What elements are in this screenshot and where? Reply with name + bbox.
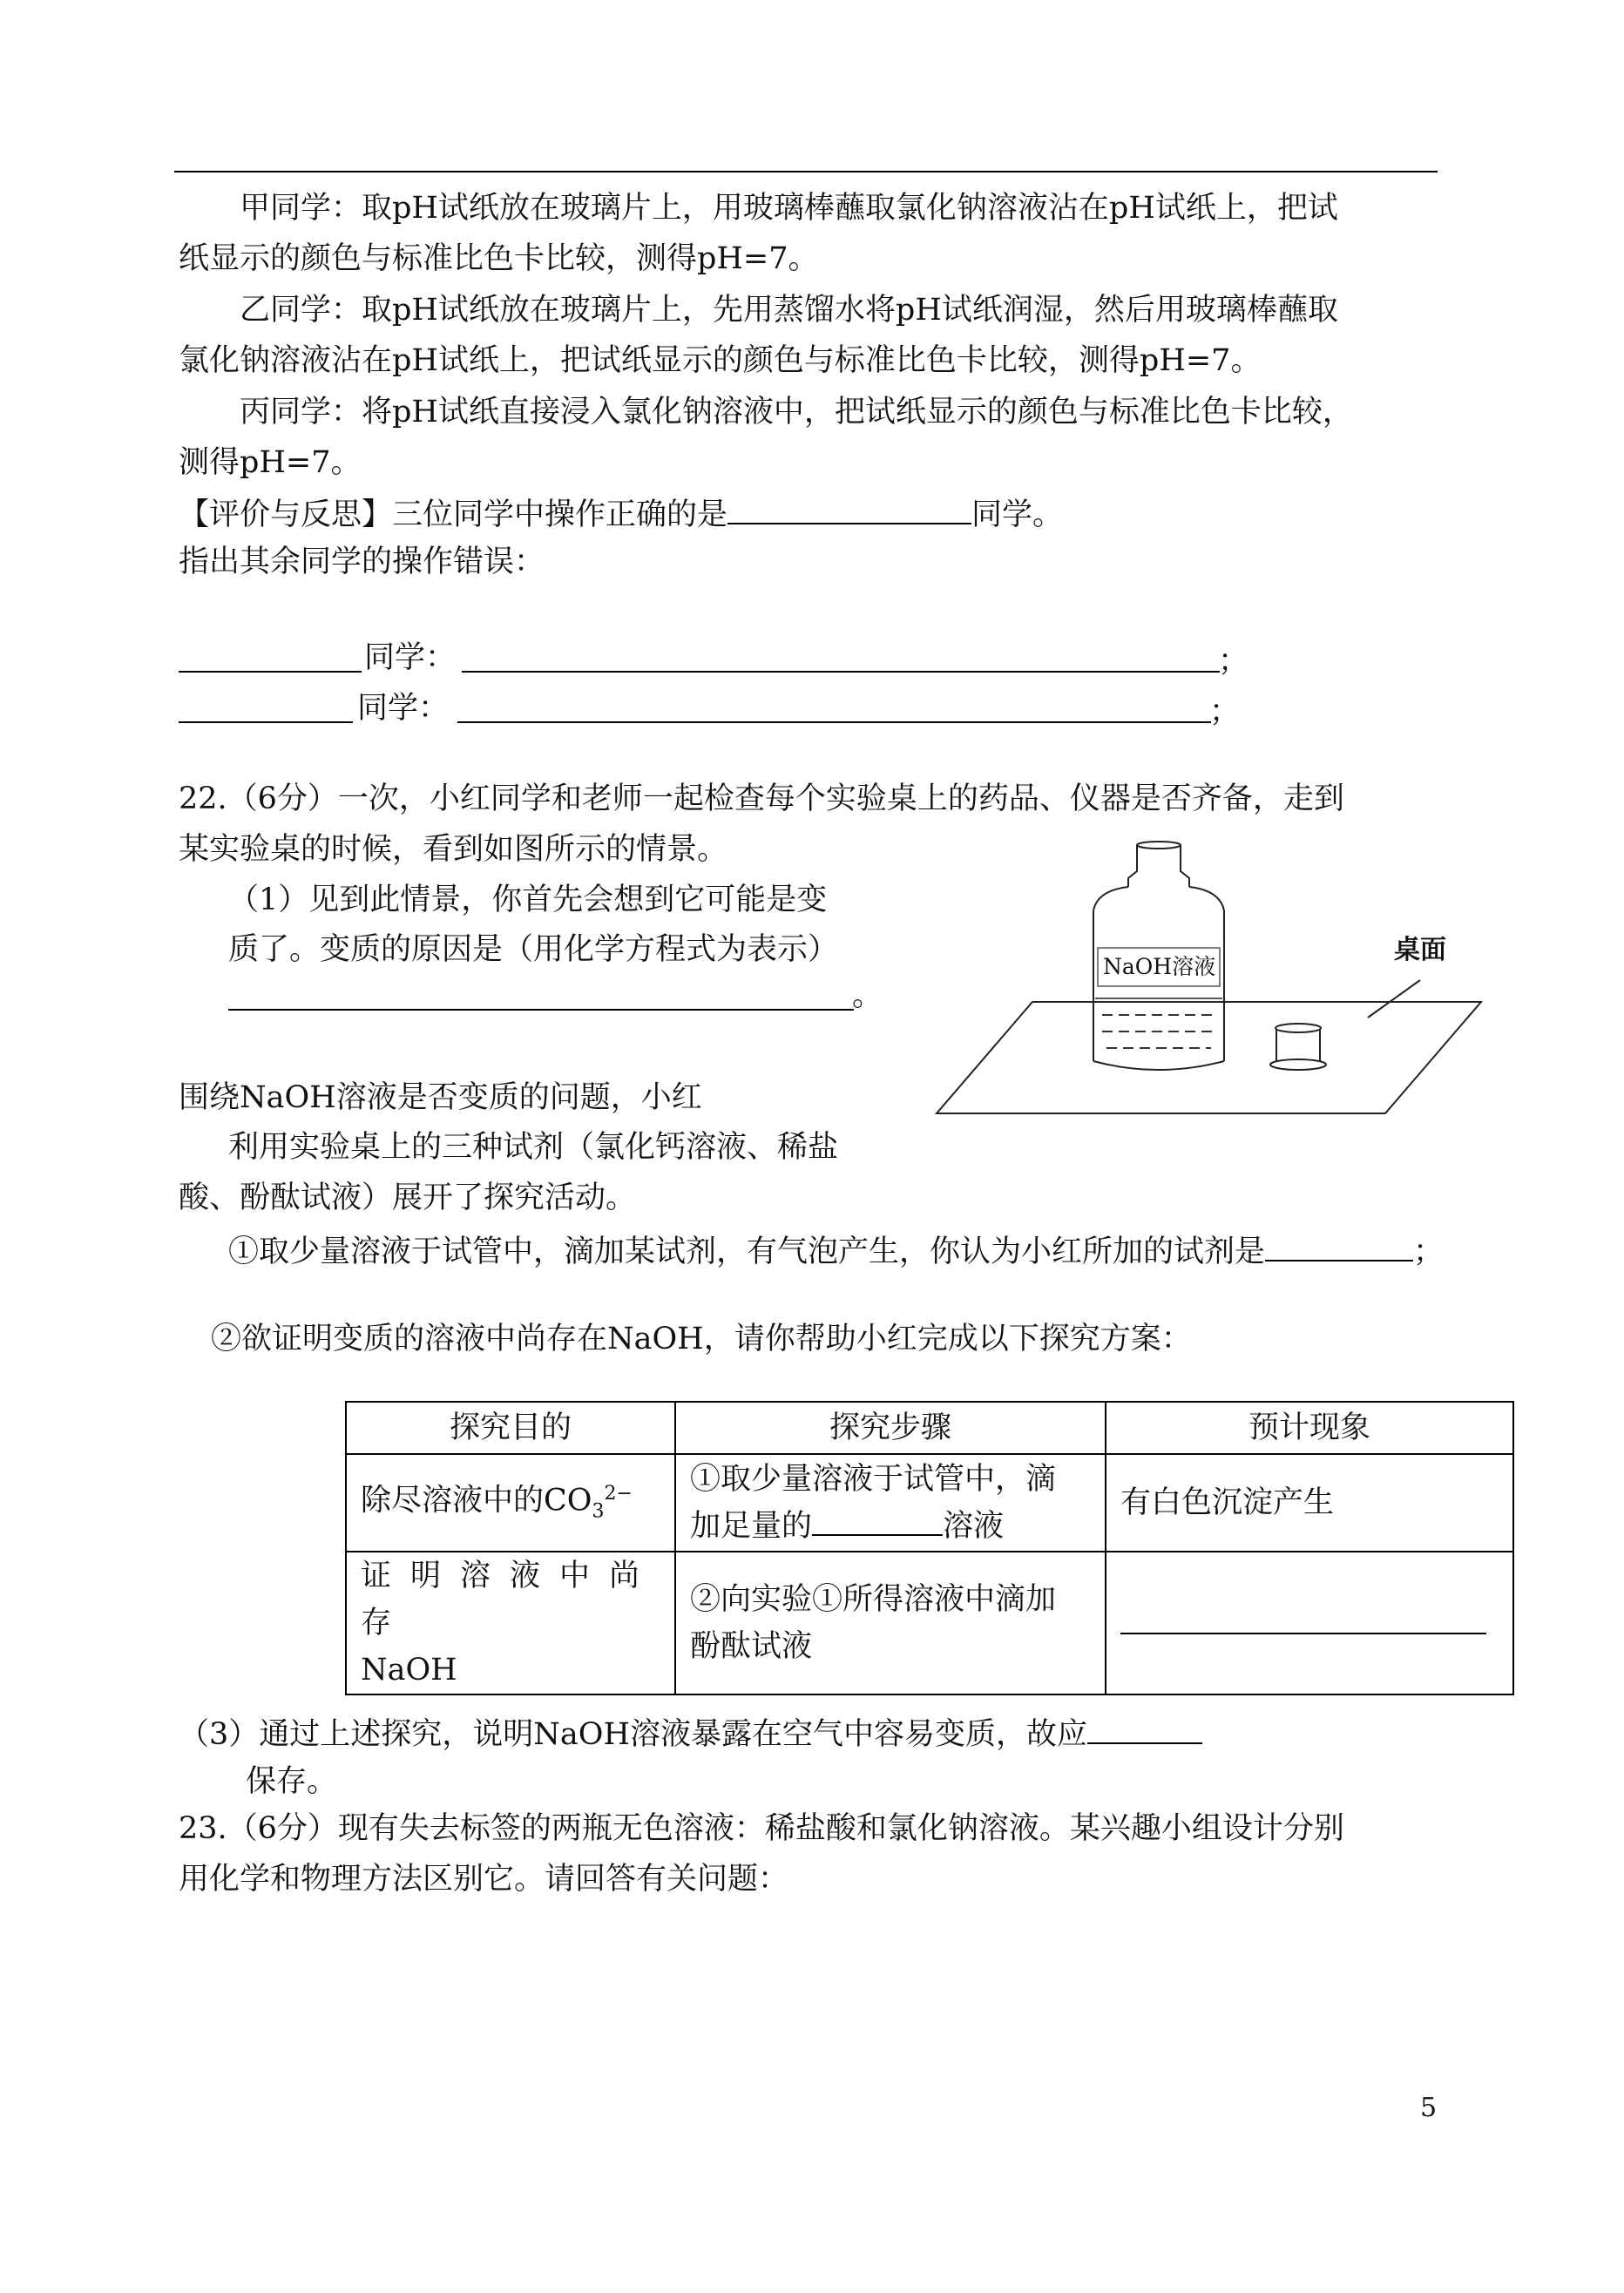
- page-number: 5: [1420, 2093, 1438, 2123]
- student-label-1: 同学：: [364, 640, 457, 675]
- around-line-3: 酸、酚酞试液）展开了探究活动。: [179, 1180, 637, 1215]
- row1-step: [675, 1454, 1106, 1552]
- error-answer-line-1[interactable]: [462, 671, 1220, 673]
- student-name-blank-1[interactable]: [179, 671, 362, 673]
- q22-part3-text: （3）通过上述探究，说明NaOH溶液暴露在空气中容易变质，故应: [179, 1717, 1087, 1752]
- row1-purpose-sup: 2−: [604, 1482, 633, 1505]
- yi-line-1: 乙同学：取pH试纸放在玻璃片上，先用蒸馏水将pH试纸润湿，然后用玻璃棒蘸取: [240, 293, 1338, 328]
- header-phenomenon: 预计现象: [1106, 1402, 1513, 1454]
- row2-step: [675, 1552, 1106, 1694]
- row2-purpose-line-b: NaOH: [361, 1653, 457, 1688]
- q22-part3-line-b: 保存。: [246, 1764, 338, 1799]
- row1-step-line-a: ①取少量溶液于试管中，滴: [690, 1462, 1057, 1497]
- reagent-blank[interactable]: [1265, 1234, 1413, 1261]
- equation-answer-line[interactable]: [228, 1009, 854, 1011]
- evaluation-text: 【评价与反思】三位同学中操作正确的是: [179, 497, 728, 532]
- step1-question: [228, 1234, 1444, 1268]
- row2-purpose: [346, 1552, 675, 1694]
- bing-line-1: 丙同学：将pH试纸直接浸入氯化钠溶液中，把试纸显示的颜色与标准比色卡比较，: [240, 395, 1353, 430]
- header-purpose: 探究目的: [346, 1402, 675, 1454]
- row1-purpose-sub: 3: [592, 1500, 605, 1523]
- student-name-blank-2[interactable]: [179, 721, 353, 723]
- student-label-2: 同学：: [357, 691, 450, 726]
- row2-phenomenon: [1106, 1552, 1513, 1694]
- step1-text: ①取少量溶液于试管中，滴加某试剂，有气泡产生，你认为小红所加的试剂是: [228, 1234, 1266, 1269]
- q22-part3-line-a: [179, 1716, 1202, 1750]
- row1-purpose: [346, 1454, 675, 1552]
- semicolon-1: ；: [1218, 644, 1249, 679]
- row1-phenomenon: 有白色沉淀产生: [1106, 1454, 1513, 1552]
- desk-label: 桌面: [1394, 935, 1446, 965]
- row1-step-post: 溶液: [943, 1509, 1005, 1544]
- q22-part1-line-a: （1）见到此情景，你首先会想到它可能是变: [228, 883, 828, 917]
- around-line-2: 利用实验桌上的三种试剂（氯化钙溶液、稀盐: [228, 1130, 839, 1165]
- q22-line-2: 某实验桌的时候，看到如图所示的情景。: [179, 832, 728, 867]
- semicolon-2: ；: [1209, 694, 1241, 729]
- step1-semicolon: ；: [1413, 1234, 1445, 1269]
- q22-part1-line-b: 质了。变质的原因是（用化学方程式为表示）: [228, 932, 839, 967]
- evaluation-question: [179, 497, 1063, 531]
- naoh-bottle-figure: [924, 836, 1499, 1133]
- row2-purpose-line-a: 证明溶液中尚存: [361, 1559, 660, 1640]
- reagent-name-blank[interactable]: [812, 1508, 943, 1536]
- row2-step-line-a: ②向实验①所得溶液中滴加: [690, 1582, 1057, 1617]
- step2-text: ②欲证明变质的溶液中尚存在NaOH，请你帮助小红完成以下探究方案：: [211, 1322, 1192, 1356]
- yi-line-2: 氯化钠溶液沾在pH试纸上，把试纸显示的颜色与标准比色卡比较，测得pH=7。: [179, 343, 1262, 378]
- row1-purpose-text: 除尽溶液中的CO: [361, 1483, 592, 1519]
- row1-step-pre: 加足量的: [690, 1509, 813, 1544]
- row2-step-line-b: 酚酞试液: [690, 1629, 813, 1664]
- storage-blank[interactable]: [1087, 1716, 1202, 1744]
- bottle-label: NaOH溶液: [1103, 954, 1216, 979]
- evaluation-suffix: 同学。: [971, 497, 1064, 532]
- jia-line-1: 甲同学：取pH试纸放在玻璃片上，用玻璃棒蘸取氯化钠溶液沾在pH试纸上，把试: [240, 191, 1338, 226]
- probe-plan-table: [345, 1401, 1514, 1695]
- header-steps: 探究步骤: [675, 1402, 1106, 1454]
- q23-line-2: 用化学和物理方法区别它。请回答有关问题：: [179, 1862, 789, 1897]
- header-rule: [174, 171, 1438, 172]
- row1-step-line-b: [690, 1503, 1091, 1550]
- correct-student-blank[interactable]: [727, 497, 971, 524]
- q23-line-1: 23.（6分）现有失去标签的两瓶无色溶液：稀盐酸和氯化钠溶液。某兴趣小组设计分别: [179, 1811, 1344, 1846]
- q22-line-1: 22.（6分）一次，小红同学和老师一起检查每个实验桌上的药品、仪器是否齐备，走到: [179, 781, 1344, 816]
- around-line-1: 围绕NaOH溶液是否变质的问题，小红: [179, 1080, 702, 1115]
- equation-period: 。: [852, 978, 883, 1013]
- jia-line-2: 纸显示的颜色与标准比色卡比较，测得pH=7。: [179, 241, 819, 276]
- bing-line-2: 测得pH=7。: [179, 445, 362, 480]
- phenomenon-answer-line[interactable]: [1120, 1633, 1486, 1634]
- error-answer-line-2[interactable]: [457, 721, 1211, 723]
- point-out-errors: 指出其余同学的操作错误：: [179, 545, 545, 579]
